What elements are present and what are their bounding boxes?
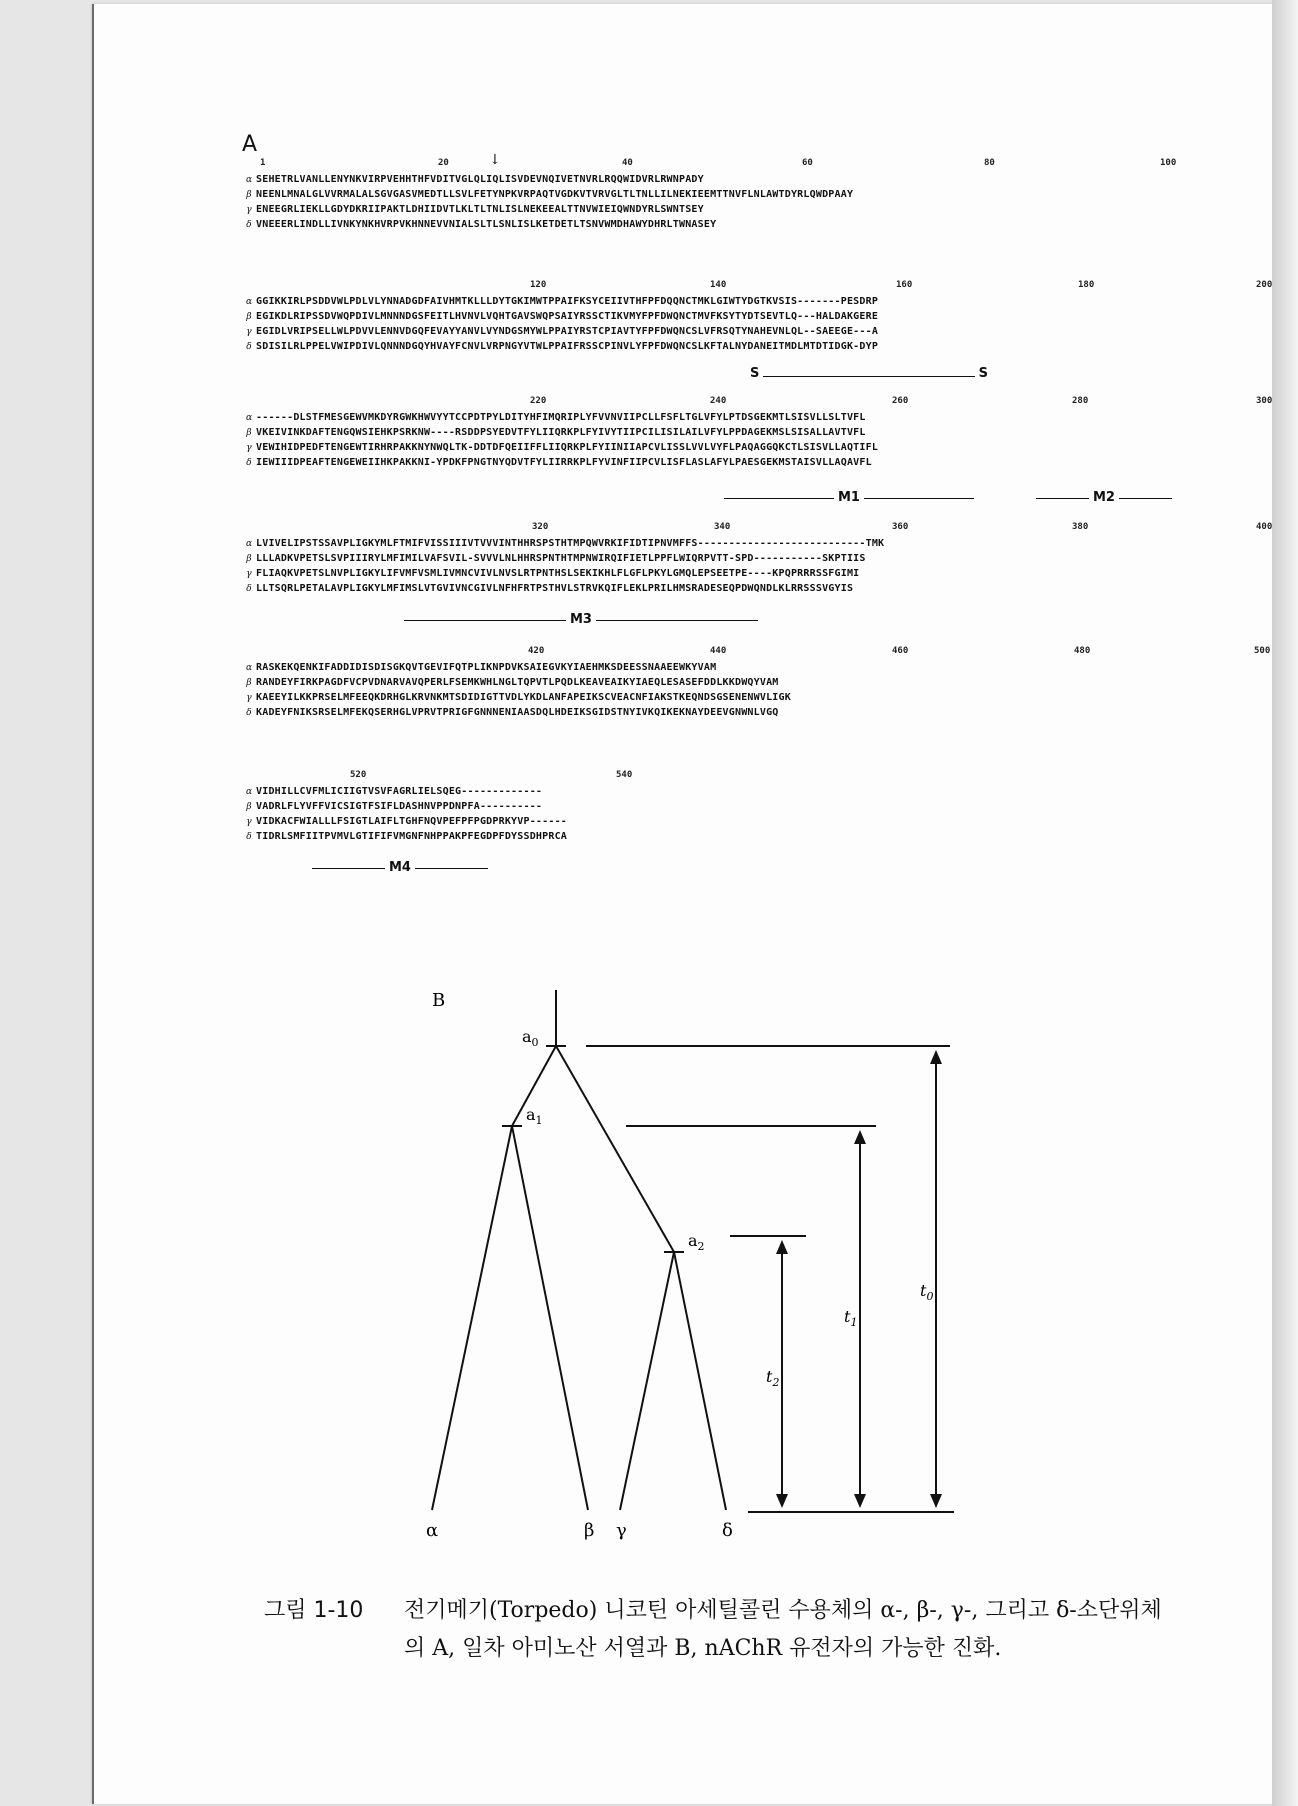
position-numbers bbox=[260, 158, 1190, 172]
sequence-row-delta: δ KADEYFNIKSRSELMFEKQSERHGLVPRVTPRIGFGNNNENIAASDQLHDEIKSGIDSTNYIVKQIKEKNAYDEEVGNWNLVGQ bbox=[246, 707, 779, 718]
sequence-row-alpha: α LVIVELIPSTSSAVPLIGKYMLFTMIFVISSIIIVTVVVINTHHRSPSTHTMPQWVRKIFIDTIPNVMFFS---------------------------TMK bbox=[245, 538, 885, 549]
sequence-row-alpha: α SEHETRLVANLLENYNKVIRPVEHHTHFVDITVGLQLIQLISVDEVNQIVETNVRLRQQWIDVRLRWNPADY bbox=[245, 174, 704, 185]
position-number: 20 bbox=[438, 158, 449, 168]
sequence: ------DLSTFMESGEWVMKDYRGWKHWVYYTCCPDTPYLDITYHFIMQRIPLYFVVNVIIPCLLFSFLTGLVFYLPTDSGEKMTLSISVLLSLTVFL bbox=[256, 412, 866, 423]
arrow-marker: ↓ bbox=[489, 152, 501, 168]
sequence-row-beta: β NEENLMNALGLVVRMALALSGVGASVMEDTLLSVLFETYNPKVRPAQTVGDKVTVRVGLTLTNLLILNEKIEEMTTNVFLNLAWTDYRLQWDPAAY bbox=[246, 189, 854, 200]
sequence-row-beta: β VKEIVINKDAFTENGQWSIEHKPSRKNW----RSDDPSYEDVTFYLIIQRKPLFYIVYTIIPCILISILAILVFYLPPDAGEKMSLSISALLAVTVFL bbox=[246, 427, 866, 438]
node-label-a1: $a_1$ bbox=[526, 1105, 543, 1127]
sequence-row-beta: β RANDEYFIRKPAGDFVCPVDNARVAVQPERLFSEMKWHLNGLTQPVTLPQDLKEAVEAIKYIAEQLESASEFDDLKKDWQYVAM bbox=[246, 677, 779, 688]
position-number: 120 bbox=[530, 280, 547, 290]
branch-a1-beta bbox=[512, 1126, 588, 1510]
sequence-block-4 bbox=[242, 536, 1162, 596]
sequence-row-gamma: γ ENEEGRLIEKLLGDYDKRIIPAKTLDHIIDVTLKLTLTNLISLNEKEEALTTNVWIEIQWNDYRLSWNTSEY bbox=[246, 204, 704, 215]
sequence-row-beta: β LLLADKVPETSLSVPIIIRYLMFIMILVAFSVIL-SVVVLNLHHRSPNTHTMPNWIRQIFIETLPPFLWIQRPVTT-SPD-----------SKPTIIS bbox=[246, 553, 866, 564]
phylogenetic-tree bbox=[420, 990, 980, 1550]
position-number: 140 bbox=[710, 280, 727, 290]
sequence: EGIDLVRIPSELLWLPDVVLENNVDGQFEVAYYANVLVYNDGSMYWLPPAIYRSTCPIAVTYFPFDWQNCSLVFRSQTYNAHEVNLQL--SAEEGE---A bbox=[256, 326, 879, 337]
sequence: EGIKDLRIPSSDVWQPDIVLMNNNDGSFEITLHVNVLVQHTGAVSWQPSAIYRSSCTIKVMYFPFDWQNCTMVFKSYTYDTSEVTLQ---HALDAKGERE bbox=[256, 311, 879, 322]
sequence-row-delta: δ TIDRLSMFIITPVMVLGTIFIFVMGNFNHPPAKPFEGDPFDYSSDHPRCA bbox=[246, 831, 568, 842]
sequence: TIDRLSMFIITPVMVLGTIFIFVMGNFNHPPAKPFEGDPFDYSSDHPRCA bbox=[256, 831, 568, 842]
panel-b-label: B bbox=[432, 990, 446, 1011]
position-numbers bbox=[260, 280, 1273, 294]
sequence: ENEEGRLIEKLLGDYDKRIIPAKTLDHIIDVTLKLTLTNLISLNEKEEALTTNVWIEIQWNDYRLSWNTSEY bbox=[256, 204, 704, 215]
sequence: SEHETRLVANLLENYNKVIRPVEHHTHFVDITVGLQLIQLISVDEVNQIVETNVRLRQQWIDVRLRWNPADY bbox=[256, 174, 704, 185]
sequence-block-2 bbox=[242, 294, 1162, 354]
position-number: 280 bbox=[1072, 396, 1089, 406]
sequence-row-delta: δ SDISILRLPPELVWIPDIVLQNNNDGQYHVAYFCNVLVRPNGYVTWLPPAIFRSSCPINVLYFPFDWQNCSLKFTALNYDANEITMDLMTDTIDGK-DYP bbox=[246, 341, 879, 352]
leaf-label-delta: δ bbox=[722, 1520, 733, 1541]
caption-text: 전기메기(Torpedo) 니코틴 아세틸콜린 수용체의 α-, β-, γ-, 그리고 δ-소단위체의 A, 일차 아미노산 서열과 B, nAChR 유전자의 가능한 진화. bbox=[404, 1598, 1162, 1661]
sequence: VIDKACFWIALLLFSIGTLAIFLTGHFNQVPEFPFPGDPRKYVP------ bbox=[256, 816, 568, 827]
sequence-row-beta: β EGIKDLRIPSSDVWQPDIVLMNNNDGSFEITLHVNVLVQHTGAVSWQPSAIYRSSCTIKVMYFPFDWQNCTMVFKSYTYDTSEVTLQ---HALDAKGERE bbox=[246, 311, 879, 322]
branch-a0-a2 bbox=[556, 1046, 674, 1252]
sequence-block-6 bbox=[242, 784, 1162, 844]
site-label: S bbox=[746, 366, 763, 381]
sequence-row-alpha: α ------DLSTFMESGEWVMKDYRGWKHWVYYTCCPDTPYLDITYHFIMQRIPLYFVVNVIIPCLLFSFLTGLVFYLPTDSGEKMTLSISVLLSLTVFL bbox=[245, 412, 866, 423]
sequence-row-gamma: γ KAEEYILKKPRSELMFEEQKDRHGLKRVNKMTSDIDIGTTVDLYKDLANFAPEIKSCVEACNFIAKSTKEQNDSGSENENWVLIGK bbox=[246, 692, 791, 703]
sequence-row-delta: δ IEWIIIDPEAFTENGEWEIIHKPAKKNI-YPDKFPNGTNYQDVTFYLIIRRKPLFYVINFIIPCVLISFLASLAFYLPAESGEKMSTAISVLLAQAVFL bbox=[246, 457, 872, 468]
position-number: 400 bbox=[1256, 522, 1273, 532]
sequence-row-gamma: γ VEWIHIDPEDFTENGEWTIRHRPAKKNYNWQLTK-DDTDFQEIIFFLIIQRKPLFYIINIIAPCVLISSLVVLVYFLPAQAGGQKCTLSISVLLAQTIFL bbox=[246, 442, 879, 453]
sequence: LLTSQRLPETALAVPLIGKYLMFIMSLVTGVIVNCGIVLNFHFRTPSTHVLSTRVKQIFLEKLPRILHMSRADESEQPDWQNDLKLRRSSSVGYIS bbox=[256, 583, 854, 594]
sequence: VKEIVINKDAFTENGQWSIEHKPSRKNW----RSDDPSYEDVTFYLIIQRKPLFYIVYTIIPCILISILAILVFYLPPDAGEKMSLSISALLAVTVFL bbox=[256, 427, 866, 438]
node-label-a0: $a_0$ bbox=[522, 1027, 539, 1049]
glycosylation-site-marker bbox=[750, 366, 988, 386]
time-arrow-t0 bbox=[930, 1050, 942, 1508]
position-number: 200 bbox=[1256, 280, 1273, 290]
figure-caption bbox=[264, 1592, 1174, 1668]
sequence-row-delta: δ VNEEERLINDLLIVNKYNKHVRPVKHNNEVVNIALSLTLSNLISLKETDETLTSNVWMDHAWYDHRLTWNASEY bbox=[246, 219, 717, 230]
position-number: 100 bbox=[1160, 158, 1177, 168]
sequence: VADRLFLYVFFVICSIGTFSIFLDASHNVPPDNPFA---------- bbox=[256, 801, 543, 812]
sequence-block-3 bbox=[242, 410, 1162, 470]
leaf-label-beta: β bbox=[584, 1520, 595, 1541]
site-label: S bbox=[975, 366, 992, 381]
region-m4: M4 bbox=[312, 860, 488, 880]
position-number: 540 bbox=[616, 770, 633, 780]
caption-id: 그림 1-10 bbox=[264, 1598, 364, 1623]
position-number: 1 bbox=[260, 158, 266, 168]
position-number: 160 bbox=[896, 280, 913, 290]
sequence: RANDEYFIRKPAGDFVCPVDNARVAVQPERLFSEMKWHLNGLTQPVTLPQDLKEAVEAIKYIAEQLESASEFDDLKKDWQYVAM bbox=[256, 677, 779, 688]
position-number: 320 bbox=[532, 522, 549, 532]
position-number: 40 bbox=[622, 158, 633, 168]
sequence-row-gamma: γ EGIDLVRIPSELLWLPDVVLENNVDGQFEVAYYANVLVYNDGSMYWLPPAIYRSTCPIAVTYFPFDWQNCSLVFRSQTYNAHEVNLQL--SAEEGE---A bbox=[246, 326, 879, 337]
sequence: KADEYFNIKSRSELMFEKQSERHGLVPRVTPRIGFGNNNENIAASDQLHDEIKSGIDSTNYIVKQIKEKNAYDEEVGNWNLVGQ bbox=[256, 707, 779, 718]
position-number: 60 bbox=[802, 158, 813, 168]
position-number: 260 bbox=[892, 396, 909, 406]
region-m3: M3 bbox=[404, 612, 758, 632]
position-number: 420 bbox=[528, 646, 545, 656]
time-label-t0: $t_0$ bbox=[920, 1281, 934, 1303]
sequence: NEENLMNALGLVVRMALALSGVGASVMEDTLLSVLFETYNPKVRPAQTVGDKVTVRVGLTLTNLLILNEKIEEMTTNVFLNLAWTDYRLQWDPAAY bbox=[256, 189, 854, 200]
sequence: GGIKKIRLPSDDVWLPDLVLYNNADGDFAIVHMTKLLLDYTGKIMWTPPAIFKSYCEIIVTHFPFDQQNCTMKLGIWTYDGTKVSIS-------PESDRP bbox=[256, 296, 879, 307]
time-label-t2: $t_2$ bbox=[766, 1367, 780, 1389]
position-number: 340 bbox=[714, 522, 731, 532]
position-number: 220 bbox=[530, 396, 547, 406]
position-numbers bbox=[260, 646, 1271, 660]
time-arrow-t2 bbox=[776, 1240, 788, 1508]
sequence: VIDHILLCVFMLICIIGTVSVFAGRLIELSQEG------------- bbox=[256, 786, 543, 797]
position-number: 300 bbox=[1256, 396, 1273, 406]
position-numbers bbox=[260, 522, 1273, 536]
position-number: 360 bbox=[892, 522, 909, 532]
sequence: VNEEERLINDLLIVNKYNKHVRPVKHNNEVVNIALSLTLSNLISLKETDETLTSNVWMDHAWYDHRLTWNASEY bbox=[256, 219, 717, 230]
sequence: VEWIHIDPEDFTENGEWTIRHRPAKKNYNWQLTK-DDTDFQEIIFFLIIQRKPLFYIINIIAPCVLISSLVVLVYFLPAQAGGQKCTLSISVLLAQTIFL bbox=[256, 442, 879, 453]
sequence: IEWIIIDPEAFTENGEWEIIHKPAKKNI-YPDKFPNGTNYQDVTFYLIIRRKPLFYVINFIIPCVLISFLASLAFYLPAESGEKMSTAISVLLAQAVFL bbox=[256, 457, 872, 468]
leaf-label-gamma: γ bbox=[616, 1520, 627, 1541]
position-number: 480 bbox=[1074, 646, 1091, 656]
sequence: RASKEKQENKIFADDIDISDISGKQVTGEVIFQTPLIKNPDVKSAIEGVKYIAEHMKSDEESSNAAEEWKYVAM bbox=[256, 662, 717, 673]
sequence-block-1 bbox=[242, 172, 1162, 232]
sequence-row-delta: δ LLTSQRLPETALAVPLIGKYLMFIMSLVTGVIVNCGIVLNFHFRTPSTHVLSTRVKQIFLEKLPRILHMSRADESEQPDWQNDLKLRRSSSVGYIS bbox=[246, 583, 854, 594]
branch-a2-gamma bbox=[620, 1252, 674, 1510]
position-number: 180 bbox=[1078, 280, 1095, 290]
time-label-t1: $t_1$ bbox=[844, 1307, 858, 1329]
sequence: LLLADKVPETSLSVPIIIRYLMFIMILVAFSVIL-SVVVLNLHHRSPNTHTMPNWIRQIFIETLPPFLWIQRPVTT-SPD-----------SKPTIIS bbox=[256, 553, 866, 564]
leaf-label-alpha: α bbox=[426, 1520, 439, 1541]
position-number: 80 bbox=[984, 158, 995, 168]
position-number: 380 bbox=[1072, 522, 1089, 532]
position-numbers bbox=[260, 396, 1273, 410]
node-label-a2: $a_2$ bbox=[688, 1231, 705, 1253]
sequence-row-alpha: α RASKEKQENKIFADDIDISDISGKQVTGEVIFQTPLIKNPDVKSAIEGVKYIAEHMKSDEESSNAAEEWKYVAM bbox=[245, 662, 717, 673]
position-number: 440 bbox=[710, 646, 727, 656]
sequence-row-gamma: γ VIDKACFWIALLLFSIGTLAIFLTGHFNQVPEFPFPGDPRKYVP------ bbox=[246, 816, 568, 827]
sequence: LVIVELIPSTSSAVPLIGKYMLFTMIFVISSIIIVTVVVINTHHRSPSTHTMPQWVRKIFIDTIPNVMFFS---------------------------TMK bbox=[256, 538, 885, 549]
position-number: 460 bbox=[892, 646, 909, 656]
sequence: SDISILRLPPELVWIPDIVLQNNNDGQYHVAYFCNVLVRPNGYVTWLPPAIFRSSCPINVLYFPFDWQNCSLKFTALNYDANEITMDLMTDTIDGK-DYP bbox=[256, 341, 879, 352]
branch-a1-alpha bbox=[432, 1126, 512, 1510]
page-edge-shadow bbox=[1272, 0, 1298, 1806]
branch-a2-delta bbox=[674, 1252, 726, 1510]
sequence-block-5 bbox=[242, 660, 1162, 720]
sequence: FLIAQKVPETSLNVPLIGKYLIFVMFVSMLIVMNCVIVLNVSLRTPNTHSLSEKIKHLFLGFLPKYLGMQLEPSEETPE----KPQPRRRSSFGIMI bbox=[256, 568, 860, 579]
panel-a-label: A bbox=[242, 132, 258, 157]
sequence-row-gamma: γ FLIAQKVPETSLNVPLIGKYLIFVMFVSMLIVMNCVIVLNVSLRTPNTHSLSEKIKHLFLGFLPKYLGMQLEPSEETPE----KPQPRRRSSFGIMI bbox=[246, 568, 860, 579]
sequence-row-alpha: α GGIKKIRLPSDDVWLPDLVLYNNADGDFAIVHMTKLLLDYTGKIMWTPPAIFKSYCEIIVTHFPFDQQNCTMKLGIWTYDGTKVSIS-------PESDRP bbox=[245, 296, 879, 307]
sequence-row-beta: β VADRLFLYVFFVICSIGTFSIFLDASHNVPPDNPFA---------- bbox=[246, 801, 543, 812]
position-number: 520 bbox=[350, 770, 367, 780]
sequence-row-alpha: α VIDHILLCVFMLICIIGTVSVFAGRLIELSQEG------------- bbox=[245, 786, 543, 797]
position-number: 500 bbox=[1254, 646, 1271, 656]
sequence: KAEEYILKKPRSELMFEEQKDRHGLKRVNKMTSDIDIGTTVDLYKDLANFAPEIKSCVEACNFIAKSTKEQNDSGSENENWVLIGK bbox=[256, 692, 791, 703]
position-number: 240 bbox=[710, 396, 727, 406]
position-numbers bbox=[260, 770, 1190, 784]
region-m1: M1 bbox=[724, 490, 974, 510]
region-m2: M2 bbox=[1036, 490, 1172, 510]
